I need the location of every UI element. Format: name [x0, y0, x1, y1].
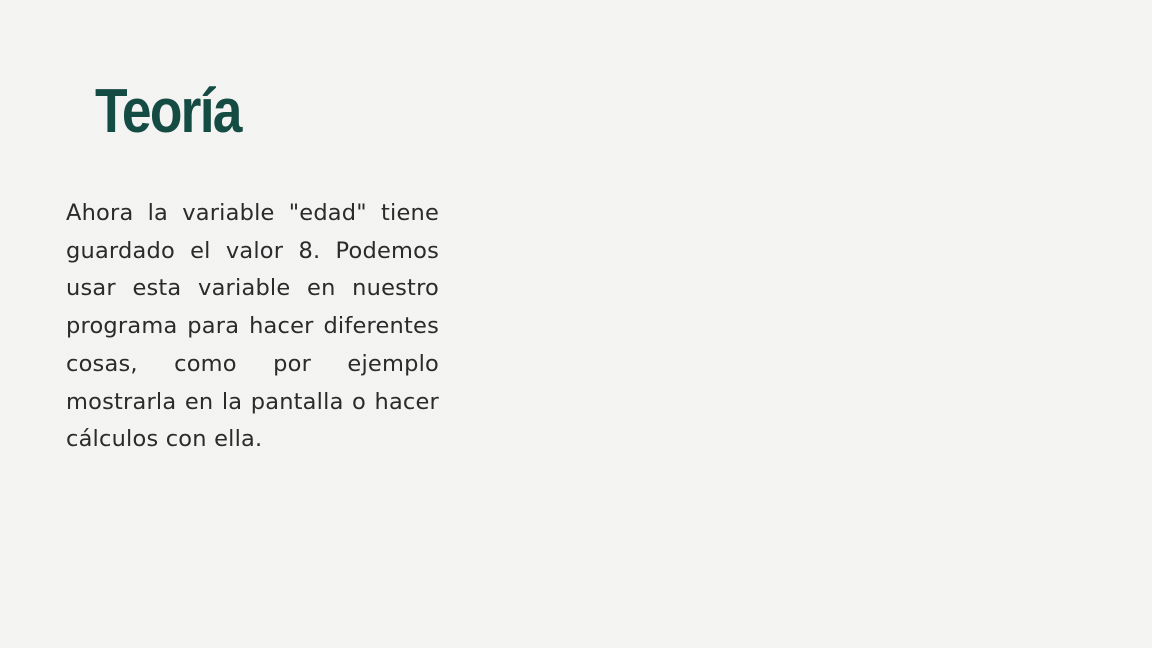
slide-title: Teoría — [95, 77, 241, 146]
slide-body-text: Ahora la variable "edad" tiene guardado el valor 8. Podemos usar esta variable en nuestro programa para hacer diferentes cosas, como por ejemplo mostrarla en la pantalla o hacer cálculos con ella. — [66, 200, 439, 453]
